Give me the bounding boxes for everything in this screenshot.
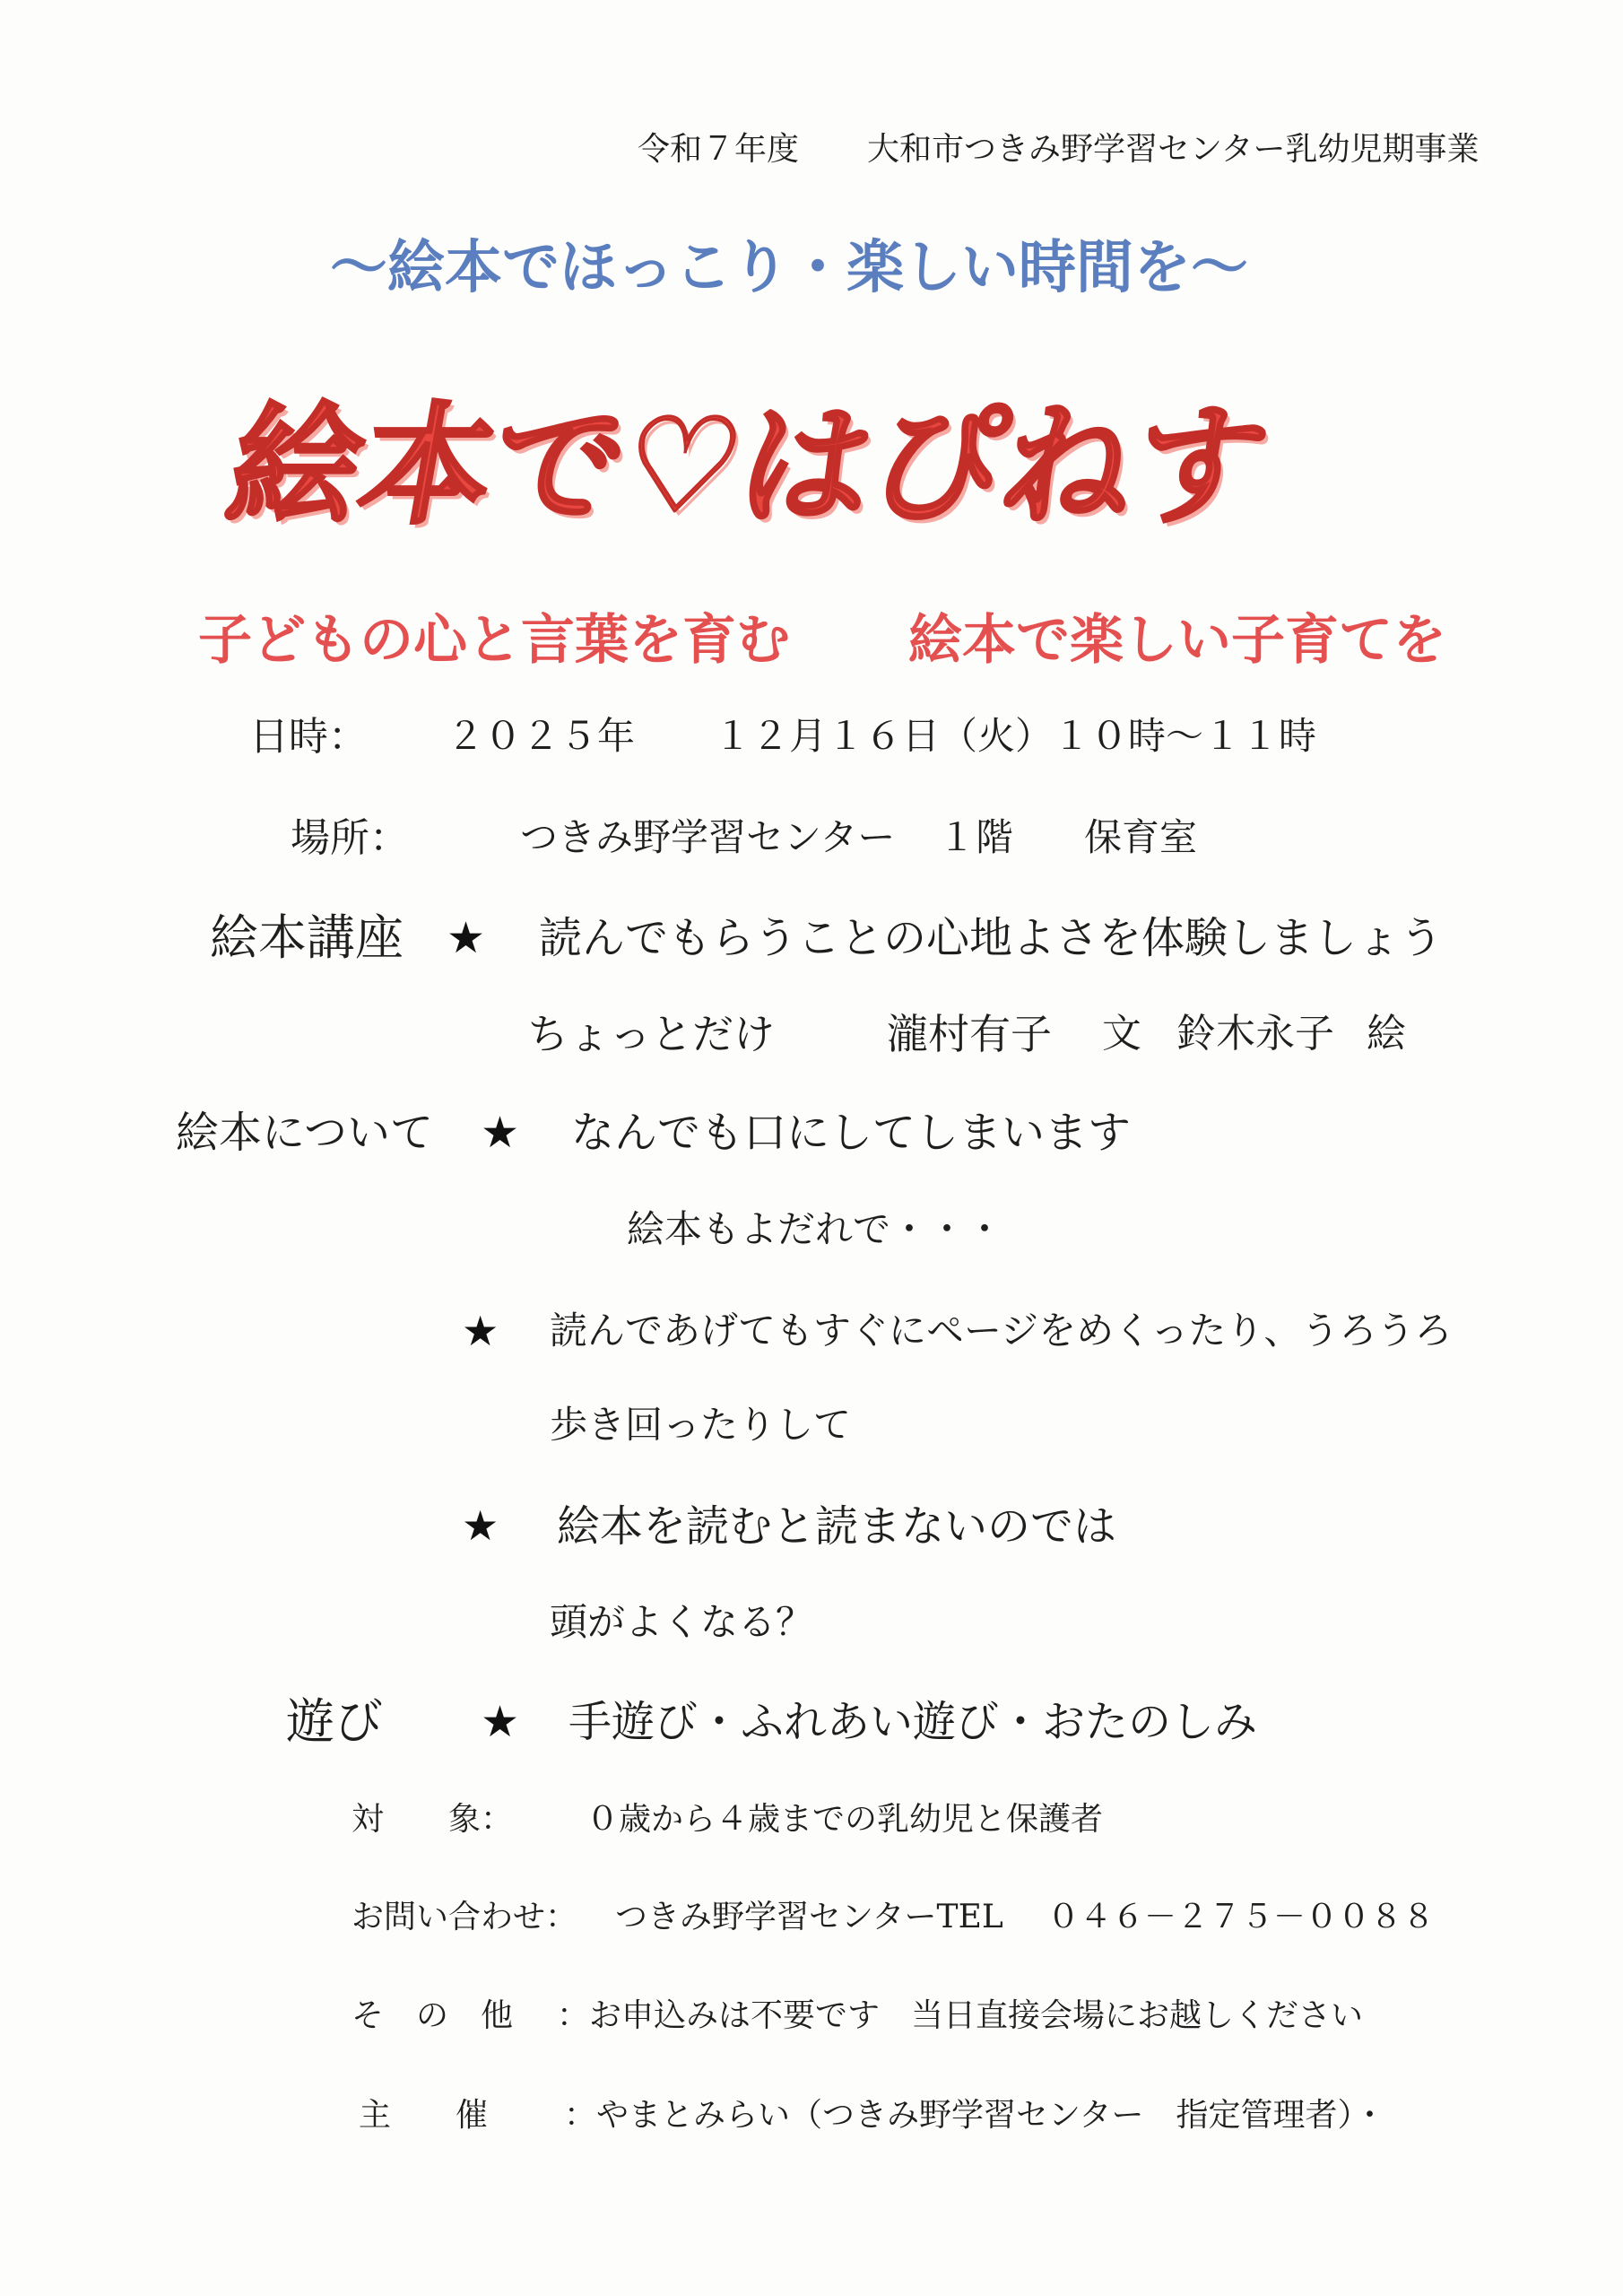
- book-illustrator-role: 絵: [1367, 1011, 1406, 1057]
- host-label: 主 催: [359, 2097, 489, 2134]
- about-point-1-line-1: なんでも口にしてしまいます: [571, 1108, 1132, 1158]
- about-point-2-line-2: 歩き回ったりして: [550, 1403, 852, 1447]
- contact-label: お問い合わせ：: [352, 1899, 578, 1935]
- play-star-icon: ★: [481, 1697, 520, 1747]
- contact-name: つきみ野学習センターTEL: [615, 1899, 1003, 1935]
- book-author-role: 文: [1102, 1011, 1141, 1057]
- book-title: ちょっとだけ: [527, 1010, 775, 1058]
- page-title: 絵本で♡はぴねす: [217, 390, 1279, 543]
- place-room: 保育室: [1084, 815, 1198, 859]
- subtitle: ～絵本でほっこり・楽しい時間を～: [330, 235, 1248, 301]
- about-point-1-line-2: 絵本もよだれで・・・: [627, 1207, 1004, 1251]
- host-value: ：やまとみらい（つきみ野学習センター 指定管理者）・: [564, 2097, 1386, 2134]
- contact-phone: ０４６－２７５－００８８: [1047, 1899, 1436, 1935]
- play-text: 手遊び・ふれあい遊び・おたのしみ: [568, 1697, 1258, 1747]
- target-value: ０歳から４歳までの乳幼児と保護者: [586, 1801, 1104, 1838]
- about-point-3-line-2: 頭がよくなる？: [550, 1600, 814, 1644]
- datetime-label: 日時：: [249, 714, 368, 760]
- header-fiscal-year: 令和７年度: [638, 131, 800, 168]
- about-point-2-star-icon: ★: [462, 1307, 499, 1355]
- book-illustrator: 鈴木永子: [1176, 1011, 1334, 1057]
- place-venue: つきみ野学習センター: [520, 815, 896, 859]
- other-text-2: 当日直接会場にお越しください: [911, 1997, 1364, 2034]
- datetime-value: １２月１６日（火）１０時～１１時: [714, 714, 1317, 758]
- about-point-3-star-icon: ★: [462, 1501, 499, 1550]
- header-program: 大和市つきみ野学習センター乳幼児期事業: [867, 131, 1480, 168]
- play-label: 遊び: [286, 1693, 383, 1750]
- place-label: 場所：: [291, 815, 409, 861]
- about-point-2-line-1: 読んであげてもすぐにページをめくったり、うろうろ: [550, 1309, 1453, 1352]
- place-floor: １階: [938, 815, 1014, 859]
- about-label: 絵本について: [176, 1108, 434, 1158]
- datetime-year: ２０２５年: [447, 714, 636, 758]
- other-label: そ の 他: [352, 1997, 514, 2034]
- book-author: 瀧村有子: [887, 1010, 1052, 1058]
- about-point-1-star-icon: ★: [481, 1108, 520, 1158]
- target-label: 対 象：: [352, 1801, 514, 1838]
- lecture-label: 絵本講座: [210, 909, 404, 966]
- tagline-left: 子どもの心と言葉を育む: [198, 609, 790, 672]
- about-point-3-line-1: 絵本を読むと読まないのでは: [557, 1501, 1117, 1552]
- lecture-star-icon: ★: [447, 913, 486, 963]
- tagline-right: 絵本で楽しい子育てを: [908, 609, 1446, 672]
- lecture-text: 読んでもらうことの心地よさを体験しましょう: [539, 913, 1444, 963]
- other-text-1: ：お申込みは不要です: [557, 1997, 881, 2034]
